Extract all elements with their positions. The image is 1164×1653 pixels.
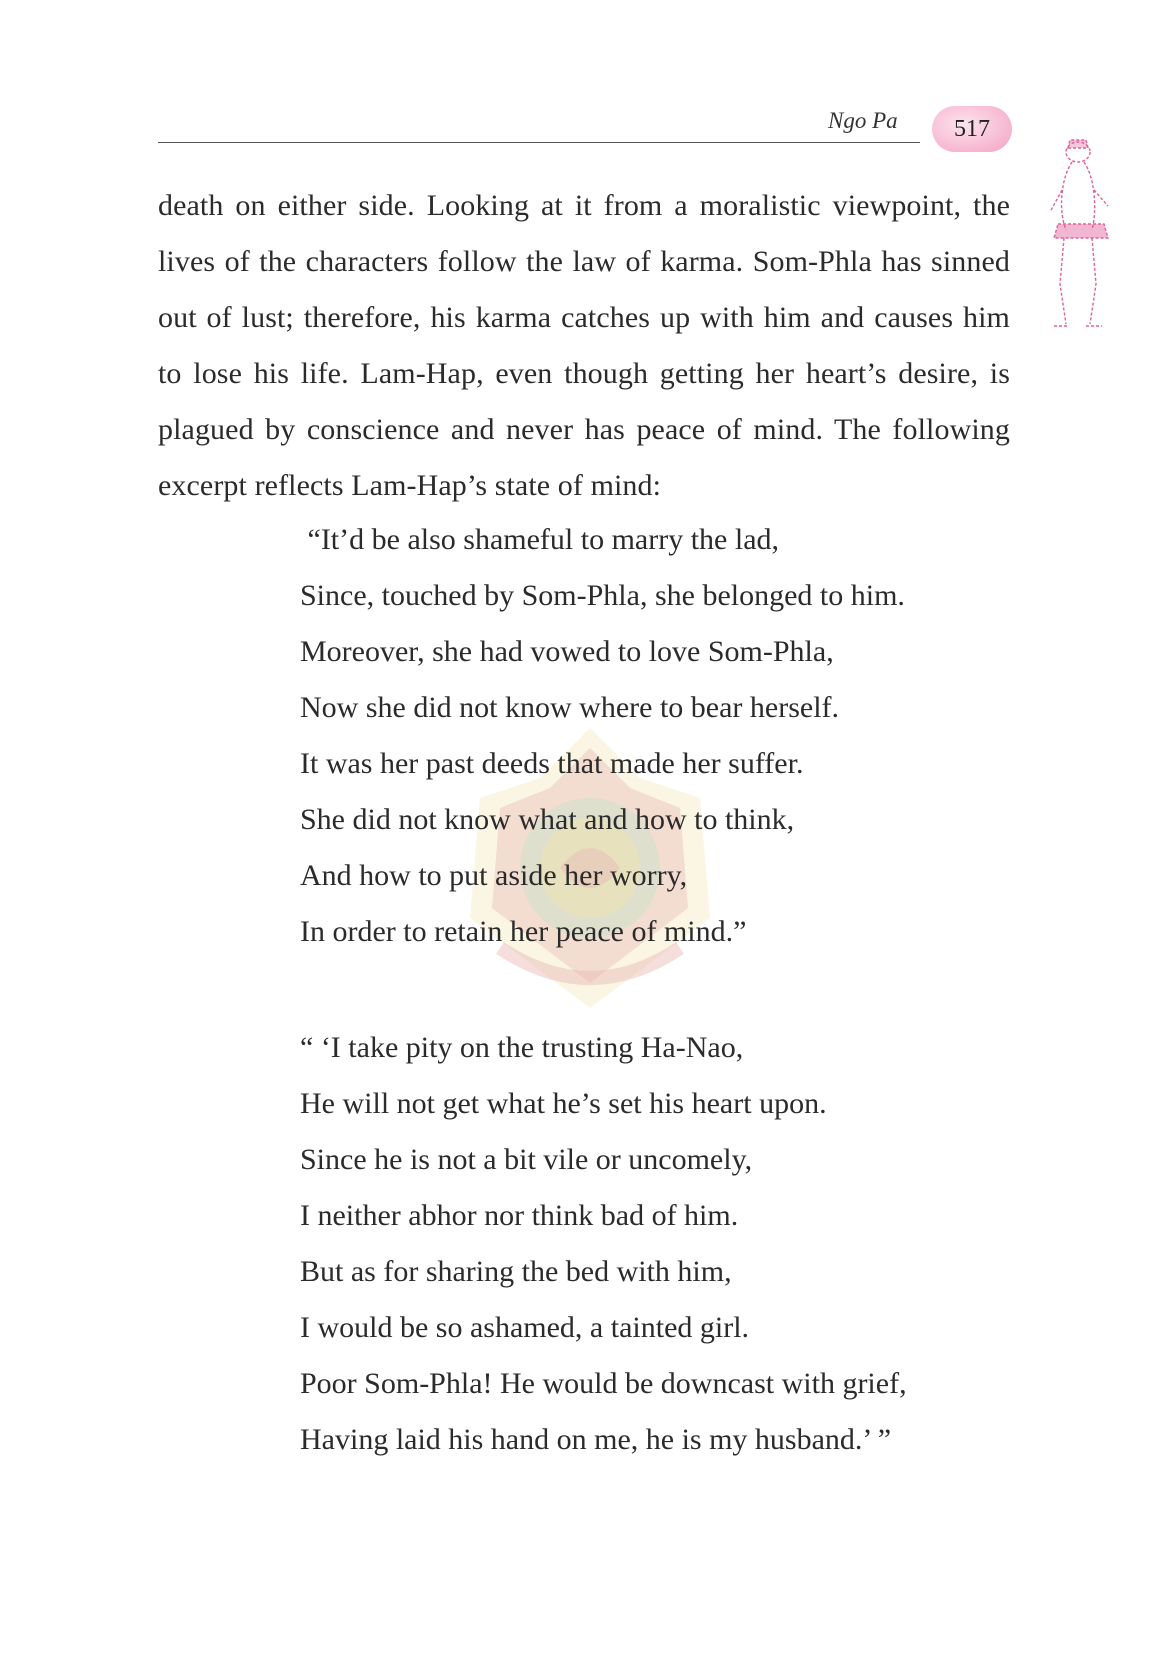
verse-line: Now she did not know where to bear herself. (300, 691, 840, 724)
verse-line: But as for sharing the bed with him, (300, 1255, 732, 1288)
verse-line: I would be so ashamed, a tainted girl. (300, 1311, 750, 1344)
body-paragraph (158, 178, 1010, 514)
verse-line: He will not get what he’s set his heart upon. (300, 1087, 827, 1120)
dancer-figure-icon (1046, 134, 1118, 344)
verse-line: Having laid his hand on me, he is my husband.’ ” (300, 1423, 892, 1456)
running-title: Ngo Pa (828, 108, 898, 133)
verse-line: Poor Som-Phla! He would be downcast with grief, (300, 1367, 907, 1400)
verse-line: Since, touched by Som-Phla, she belonged to him. (300, 579, 905, 612)
verse-line: Since he is not a bit vile or uncomely, (300, 1143, 753, 1176)
verse-line: Moreover, she had vowed to love Som-Phla, (300, 635, 834, 668)
verse-line: I neither abhor nor think bad of him. (300, 1199, 739, 1232)
verse-block-1 (300, 512, 1020, 960)
verse-line: She did not know what and how to think, (300, 803, 795, 836)
verse-line: It was her past deeds that made her suffer. (300, 747, 804, 780)
paragraph-text: death on either side. Looking at it from a moralistic viewpoint, the lives of the characters follow the law of karma. Som-Phla has sinned out of lust; therefore, his karma catches up with him and causes him to lose his life. Lam-Hap, even though getting her heart’s desire, is plagued by conscience and never has peace of mind. The following excerpt reflects Lam-Hap’s state of mind: (158, 189, 1010, 502)
verse-block-2 (300, 1020, 1020, 1468)
verse-line: In order to retain her peace of mind.” (300, 915, 747, 948)
verse-line: “ ‘I take pity on the trusting Ha-Nao, (300, 1031, 744, 1064)
page-number-badge: 517 (932, 106, 1012, 152)
verse-line: “It’d be also shameful to marry the lad, (300, 523, 780, 556)
header-rule (158, 142, 920, 143)
verse-line: And how to put aside her worry, (300, 859, 688, 892)
